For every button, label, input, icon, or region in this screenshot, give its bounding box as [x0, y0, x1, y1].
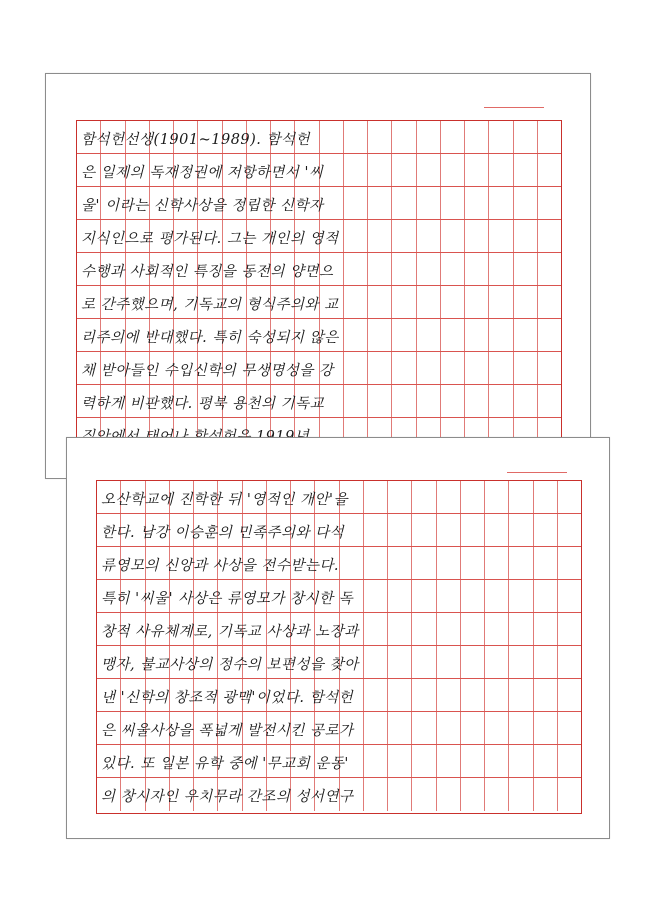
manuscript-row	[97, 613, 581, 646]
manuscript-row	[97, 514, 581, 547]
manuscript-row	[77, 319, 561, 352]
header-rule-mark	[507, 472, 567, 473]
row-text: 함석헌선생(1901~1989). 함석헌	[81, 131, 311, 148]
manuscript-sheet-front	[66, 437, 610, 839]
manuscript-row	[77, 286, 561, 319]
manuscript-row	[77, 220, 561, 253]
manuscript-row	[77, 385, 561, 418]
row-text: 은 씨울사상을 폭넓게 발전시킨 공로가	[101, 722, 354, 739]
manuscript-row	[97, 712, 581, 745]
manuscript-grid	[76, 120, 562, 479]
row-text: 의 창시자인 우치무라 간조의 성서연구	[101, 789, 354, 805]
row-text: 은 일제의 독재정권에 저항하면서 '씨	[81, 164, 324, 181]
manuscript-row	[77, 253, 561, 286]
manuscript-row	[97, 481, 581, 514]
manuscript-row	[97, 547, 581, 580]
row-text: 류영모의 신앙과 사상을 전수받는다.	[101, 557, 340, 574]
row-text: 창적 사유체계로, 기독교 사상과 노장과	[101, 623, 359, 640]
manuscript-row	[77, 154, 561, 187]
row-text: 로 간주했으며, 기독교의 형식주의와 교	[81, 296, 339, 313]
manuscript-row	[77, 352, 561, 385]
manuscript-row	[97, 646, 581, 679]
row-text: 지식인으로 평가된다. 그는 개인의 영적	[81, 230, 339, 247]
manuscript-row	[97, 580, 581, 613]
row-text: 리주의에 반대했다. 특히 숙성되지 않은	[81, 329, 339, 346]
manuscript-row	[77, 121, 561, 154]
manuscript-row	[97, 778, 581, 811]
row-text: 낸 '신학의 창조적 광맥'이었다. 함석헌	[101, 689, 354, 706]
row-text: 력하게 비판했다. 평북 용천의 기독교	[81, 395, 325, 412]
manuscript-row	[97, 745, 581, 778]
manuscript-row	[77, 187, 561, 220]
manuscript-sheet-back	[45, 73, 591, 479]
row-text: 있다. 또 일본 유학 중에 '무교회 운동'	[101, 755, 349, 772]
row-text: 오산학교에 진학한 뒤 '영적인 개안'을	[101, 491, 349, 508]
manuscript-row	[97, 679, 581, 712]
header-rule-mark	[484, 107, 544, 108]
row-text: 울' 이라는 신학사상을 정립한 신학자	[81, 197, 324, 214]
row-text: 특히 '씨울' 사상은 류영모가 창시한 독	[101, 590, 354, 607]
row-text: 수행과 사회적인 특징을 동전의 양면으	[81, 263, 334, 280]
row-text: 한다. 남강 이승훈의 민족주의와 다석	[101, 524, 345, 541]
manuscript-grid	[96, 480, 582, 814]
row-text: 채 받아들인 수입신학의 무생명성을 강	[81, 362, 334, 379]
row-text: 맹자, 불교사상의 정수의 보편성을 찾아	[101, 656, 359, 673]
